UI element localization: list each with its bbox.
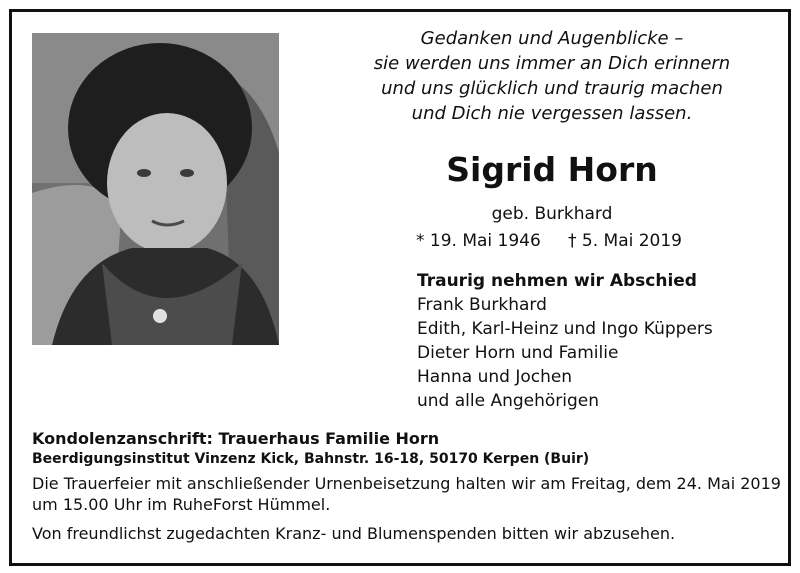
mourner-name: Frank Burkhard xyxy=(417,295,547,315)
poem-line: sie werden uns immer an Dich erinnern xyxy=(373,53,731,74)
poem-line: und Dich nie vergessen lassen. xyxy=(411,103,693,124)
memorial-poem xyxy=(352,26,752,126)
service-info xyxy=(32,473,781,515)
portrait-photo xyxy=(32,33,279,345)
poem-line: Gedanken und Augenblicke – xyxy=(420,28,684,49)
obituary-notice xyxy=(9,9,791,566)
mourner-name: Hanna und Jochen xyxy=(417,367,573,387)
flowers-note: Von freundlichst zugedachten Kranz- und Blumenspenden bitten wir abzusehen. xyxy=(32,524,676,543)
mourner-name: und alle Angehörigen xyxy=(417,391,600,411)
deceased-name: Sigrid Horn xyxy=(446,150,658,189)
poem-line: und uns glücklich und traurig machen xyxy=(381,78,723,99)
condolence-address: Beerdigungsinstitut Vinzenz Kick, Bahnstr. 16-18, 50170 Kerpen (Buir) xyxy=(32,451,590,467)
death-date: † 5. Mai 2019 xyxy=(568,231,683,251)
notice-footer xyxy=(32,429,781,544)
maiden-name: geb. Burkhard xyxy=(491,204,613,224)
service-line: um 15.00 Uhr im RuheForst Hümmel. xyxy=(32,495,331,514)
mourner-name: Edith, Karl-Heinz und Ingo Küppers xyxy=(417,319,713,339)
mourner-name: Dieter Horn und Familie xyxy=(417,343,619,363)
mourners-heading: Traurig nehmen wir Abschied xyxy=(417,271,697,291)
service-line: Die Trauerfeier mit anschließender Urnenbeisetzung halten wir am Freitag, dem 24. Mai 2019 xyxy=(32,474,781,493)
condolence-title: Kondolenzanschrift: Trauerhaus Familie Horn xyxy=(32,429,440,448)
mourners-list xyxy=(417,269,713,413)
birth-date: * 19. Mai 1946 xyxy=(416,231,541,251)
